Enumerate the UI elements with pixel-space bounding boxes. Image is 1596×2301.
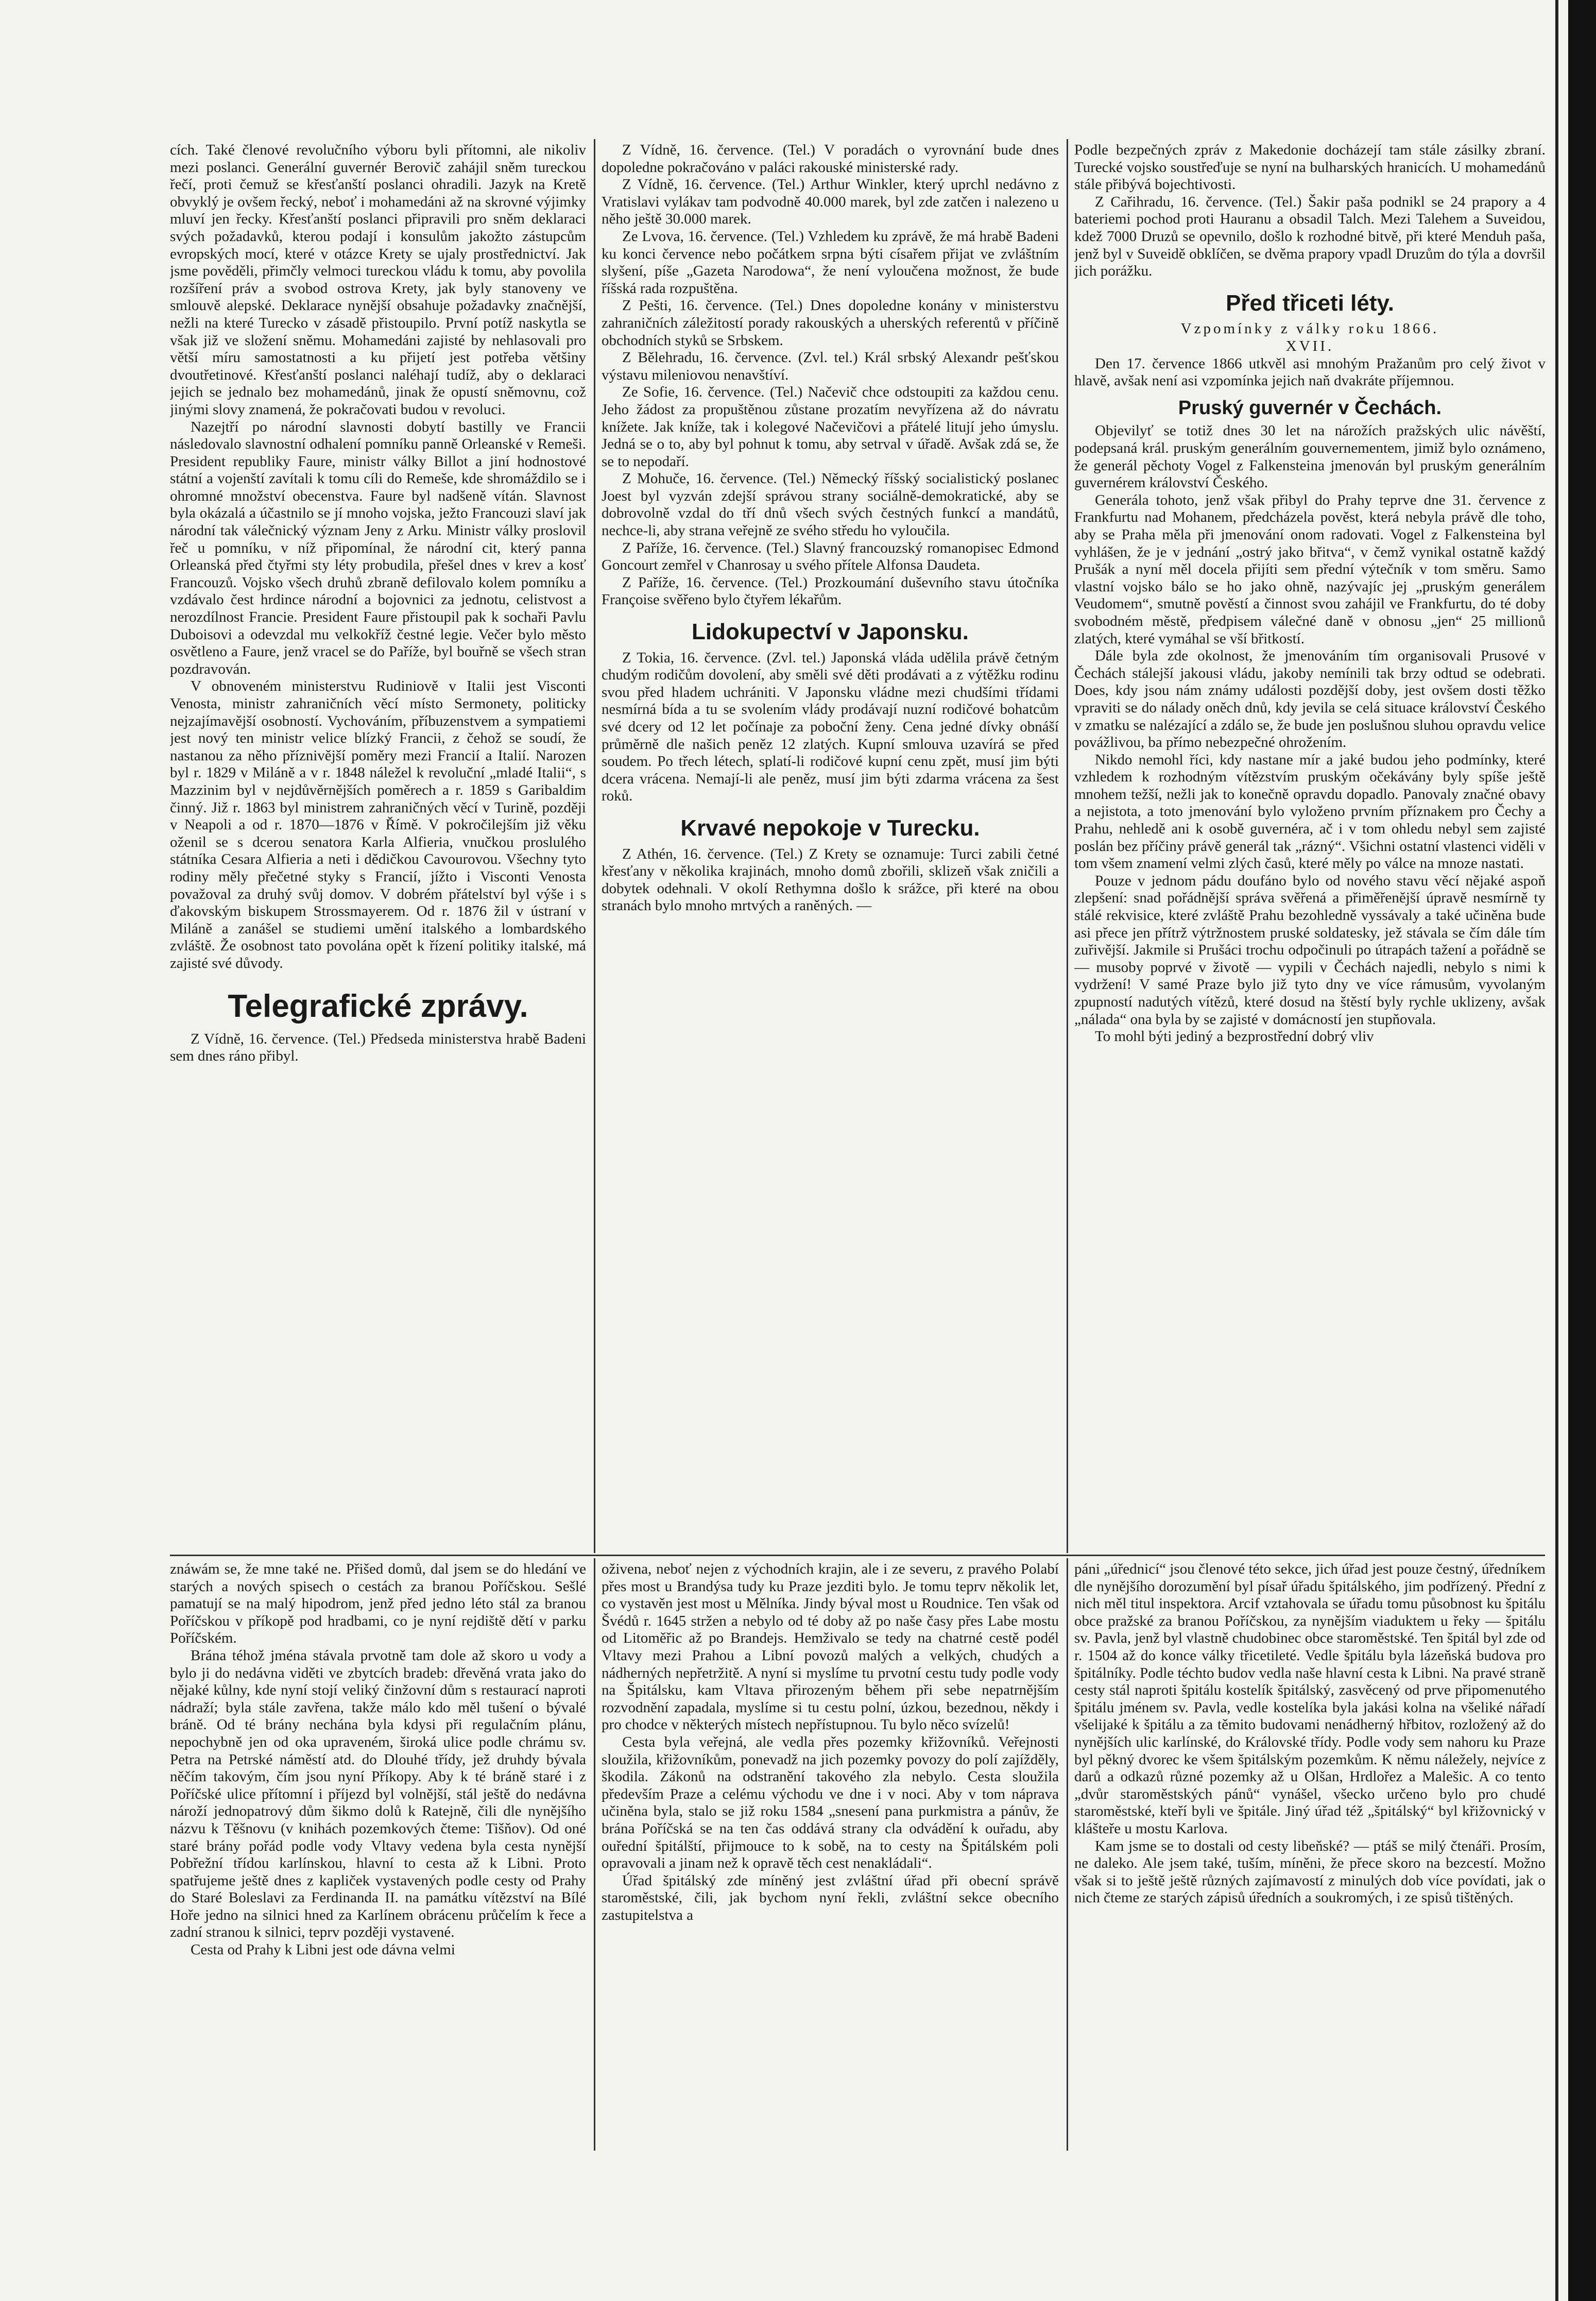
- article-paragraph: To mohl býti jediný a bezprostřední dobrý vliv: [1095, 1028, 1374, 1045]
- telegram-paragraph: Ze Sofie, 16. července. (Tel.) Načevič chce odstoupiti za každou cenu. Jeho žádost za propuštěnou zůstane prozatím nevyřízena až do návratu knížete. Jak kníže, tak i kolegové Načevičovi a přátelé litují jeho úmyslu. Jedná se o to, aby byl pohnut k tomu, aby setrval v úřadě. Avšak zdá se, že se to nepodaří.: [602, 384, 1059, 470]
- feuilleton-paragraph: Cesta od Prahy k Libni jest ode dávna velmi: [191, 1941, 455, 1958]
- lower-column-2: [602, 1561, 1059, 2148]
- section-headline-japan: Lidokupectví v Japonsku.: [692, 619, 969, 645]
- article-paragraph: Podle bezpečných zpráv z Makedonie docházejí tam stále zásilky zbraní. Turecké vojsko soustřeďuje se nyní na bulharských hranicích. U mohamedánů stále přibývá bojechtivosti.: [1074, 142, 1546, 193]
- telegram-paragraph: Z Vídně, 16. července. (Tel.) Arthur Winkler, který uprchl nedávno z Vratislavi vylákav tam podvodně 40.000 marek, byl zde zatčen i nalezeno u něho ještě 30.000 marek.: [602, 176, 1059, 228]
- section-headline-telegrams: Telegrafické zprávy.: [228, 988, 528, 1024]
- feuilleton-paragraph: Cesta byla veřejná, ale vedla přes pozemky křižovníků. Veřejnosti sloužila, křižovníkům, ponevadž na jich pozemky povozy do polí zajížděly, škodila. Zákonů na odstranění takového zla nebylo. Cesta sloužila především Praze a celému východu ve dne i v noci. Aby v tom náprava učiněna byla, stalo se již roku 1584 „snesení pana purkmistra a pánův, že brána Poříčská se na ten čas oddává strany cla odvádění k ouřadu, aby ouřední špitálští, přijmouce to k sobě, na to cesty na Špitálském poli opravovali a jinam než k opravě těch cest nenakládali“.: [602, 1733, 1059, 1872]
- telegram-paragraph: Ze Lvova, 16. července. (Tel.) Vzhledem ku zprávě, že má hrabě Badeni ku konci července nebo počátkem srpna býti císařem přijat ve zvláštním slyšení, píše „Gazeta Narodowa“, že není vyloučena možnost, že bude říšská rada rozpuštěna.: [602, 228, 1059, 297]
- section-headline-thirty-years: Před třiceti léty.: [1226, 290, 1394, 316]
- page-edge-line: [1555, 0, 1558, 2301]
- telegram-paragraph: Z Paříže, 16. července. (Tel.) Slavný francouzský romanopisec Edmond Goncourt zemřel v Chanrosay u svého přítele Alfonsa Daudeta.: [602, 539, 1059, 574]
- upper-column-3: [1074, 142, 1546, 1552]
- feuilleton-paragraph: znáwám se, že mne také ne. Přišed domů, dal jsem se do hledání ve starých a nových spisech o cestách za branou Poříčskou. Sešlé pamatují se na malý hipodrom, jenž před jedno léto stál za branou Poříčskou v příkopě pod hradbami, co je nyní rejdiště dětí v parku Poříčském.: [170, 1561, 586, 1647]
- feuilleton-paragraph: Úřad špitálský zde míněný jest zvláštní úřad při obecní správě staroměstské, čili, jak bychom nyní řekli, zvláštní sekce obecního zastupitelstva a: [602, 1872, 1059, 1923]
- telegram-paragraph: Z Vídně, 16. července. (Tel.) Předseda ministerstva hrabě Badeni sem dnes ráno přibyl.: [170, 1030, 586, 1065]
- lower-column-1: [170, 1561, 586, 2148]
- telegram-paragraph: Z Mohuče, 16. července. (Tel.) Německý říšský socialistický poslanec Joest byl vyzván zdejší správou strany sociálně-demokratické, aby se dobrovolně vzdal do tří dnů všech svých čestných funkcí a mandátů, nechce-li, aby strana veřejně ze svého středu ho vyloučila.: [602, 470, 1059, 539]
- lower-column-3: [1074, 1561, 1546, 2148]
- page-edge: [1568, 0, 1596, 2301]
- chapter-number: XVII.: [1285, 337, 1334, 354]
- column-rule: [1067, 139, 1068, 1553]
- feuilleton-paragraph: páni „úřednicí“ jsou členové této sekce, jich úřad jest pouze čestný, úředníkem dle nynějšího dorozumění byl písař úřadu špitálského, jim podřízený. Přední z nich měl titul inspektora. Arcif vztahovala se úřadu tomu působnost ku špitálu obce pražské za branou Poříčskou, za nynějším viaduktem u řeky — špitálu sv. Pavla, jenž byl vlastně chudobinec obce staroměstské. Ten špitál byl zde od r. 1504 až do konce války třicetileté. Vedle špitálu byla lázeňská budova pro špitálníky. Podle téchto budov vedla naše hlavní cesta k Libni. Na pravé straně cesty stál naproti špitálu kostelík špitálský, zasvěcený od prve připomenutého špitálu jménem sv. Pavla, vedle kostelíka byla jakási kolna na všeliké nářadí všelijaké k špitálu a za těmito budovami nenádherný hřbitov, rozložený až do nynějších ulic karlínské, do Královské třídy. Podle vody sem nahoru ku Praze byl pěkný dvorec ke všem špitálským pozemkům. K němu náležely, nejvíce z darů a odkazů různé pozemky až u Olšan, Hrdlořez a Malešic. A co tento „dvůr staroměstských pánů“ vynášel, všecko určeno bylo pro chudé staroměstské, kteří byli ve špitále. Jiný úřad též „špitálský“ byl křižovnický v klášteře u mostu Karlova.: [1074, 1561, 1546, 1837]
- article-paragraph: Den 17. července 1866 utkvěl asi mnohým Pražanům pro celý život v hlavě, avšak není asi vzpomínka jejich naň dvakráte příjemnou.: [1074, 355, 1546, 389]
- feuilleton-paragraph: oživena, neboť nejen z východních krajin, ale i ze severu, z pravého Polabí přes most u Brandýsa tudy ku Praze jezditi bylo. Je tomu teprv několik let, co vystavěn jest most u Mělníka. Jindy býval most u Roudnice. Ten však od Švédů r. 1645 stržen a nebylo od té doby až po naše časy přes Labe mostu od Litoměřic až po Brandejs. Hemživalo se tedy na chatrné cestě podél Vltavy mezi Prahou a Libní povozů malých a velkých, chudých a nádherných nepřetržitě. A nyní si myslíme tu prvotní cestu tudy podle vody na Špitálsku, kam Vltava přirozeným během při sebe nepatrnějším rozvodnění zapadala, myslíme si tu cestu polní, úzkou, bezednou, někdy i pro chodce v některých místech nepřístupnou. Tu bylo něco svízelů!: [602, 1561, 1059, 1733]
- telegram-paragraph: Z Cařihradu, 16. července. (Tel.) Šakir paša podnikl se 24 prapory a 4 bateriemi pochod proti Hauranu a obsadil Talch. Mezi Talehem a Suveidou, kdež 7000 Druzů se opevnilo, došlo k rozhodné bitvě, při které Menduh paša, jenž byl v Suveidě obklíčen, se dvěma prapory vpadl Druzům do týla a dovršil jich porážku.: [1074, 193, 1546, 280]
- column-rule: [594, 1558, 595, 2151]
- feuilleton-paragraph: Kam jsme se to dostali od cesty libeňské? — ptáš se milý čtenáři. Prosím, ne daleko. Ale jsem také, tuším, míněni, že přece skoro na bezcestí. Možno však si to ještě ještě různých zajímavostí z minulých dob více povídati, jak o nich čteme ze starých zápisů úředních a soukromých, i ze spisů tištěných.: [1074, 1837, 1546, 1906]
- telegram-paragraph: Z Vídně, 16. července. (Tel.) V poradách o vyrovnání bude dnes dopoledne pokračováno v paláci rakouské ministerské rady.: [602, 142, 1059, 176]
- column-rule: [594, 139, 595, 1553]
- article-paragraph: Z Athén, 16. července. (Tel.) Z Krety se oznamuje: Turci zabili četné křesťany v několika krajinách, mnoho domů zbořili, sklizeň však zničili a dobytek odehnali. V okolí Rethymna došlo k srážce, při které na obou stranách bylo mnoho mrtvých a raněných. —: [602, 845, 1059, 914]
- article-paragraph: Dále byla zde okolnost, že jmenováním tím organisovali Prusové v Čechách stálejší jakousi vládu, jakoby nemínili tak brzy odtud se odebrati. Does, kdy jsou nám známy události pozdější doby, jest ovšem dosti těžko vpraviti se do nálady oněch dnů, kdy jevila se celá situace království Českého v zmatku se nalézající a zdálo se, že bude jen poslušnou sluhou opravdu velice povážlivou, ba přímo nebezpečné ohrožením.: [1074, 647, 1546, 751]
- section-rule: [170, 1555, 1545, 1556]
- section-headline-turkey: Krvavé nepokoje v Turecku.: [680, 815, 980, 841]
- article-paragraph: Nazejtří po národní slavnosti dobytí bastilly ve Francii následovalo slavnostní odhalení pomníku panně Orleanské v Remeši. President republiky Faure, ministr války Billot a jiní hodnostové státní a vojenští zavítali k tomu cíli do Remeše, kde shromáždilo se i ohromné množství obecenstva. Faure byl nadšeně vítán. Slavnost byla okázalá a účastnilo se jí mnoho vojska, ježto Francouzi slaví jak národní tak válečnický význam Jeny z Arku. Ministr války proslovil řeč u pomníku, v níž připomínal, že národní cit, který panna Orleanská před čtyřmi sty léty probudila, přešel dnes v krev a kosť Francouzů. Vojsko všech druhů zbraně defilovalo kolem pomníku a vzdávalo čest hrdince národní a bojovnici za jednotu, celistvost a nerozdílnost Francie. President Faure přistoupil pak k sochaři Pavlu Duboisovi a odevzdal mu velkokříž čestné legie. Večer bylo město osvětleno a Faure, jenž vracel se do Paříže, byl bouřně se všech stran pozdravován.: [170, 418, 586, 677]
- column-rule: [1067, 1558, 1068, 2151]
- upper-column-2: [602, 142, 1059, 1552]
- article-paragraph: V obnoveném ministerstvu Rudiniově v Italii jest Visconti Venosta, ministr zahraničních věcí místo Sermonety, politicky nejzajímavější osobností. Vychováním, příbuzenstvem a sympatiemi jest nový ten ministr velice blízký Francii, z čehož se soudí, že nastanou za něho příznivější poměry mezi Francií a Italií. Narozen byl r. 1829 v Miláně a v r. 1848 náležel k revoluční „mladé Italii“, s Mazzinim byl v nejdůvěrnějších poměrech a r. 1859 s Garibaldim činný. Již r. 1863 byl ministrem zahraničných věcí v Turině, později v Neapoli a od r. 1870—1876 v Římě. V pokročilejším již věku oženil se s dcerou senatora Karla Alfieria, vnučkou proslulého státníka Cesara Alfieria a neti i dědičkou Cavourovou. Všechny tyto rodiny měly přečetné styky s Francií, jížto i Visconti Venosta považoval za druhý svůj domov. V dobrém přátelství byl výše i s ďakovským biskupem Strossmayerem. Od r. 1876 žil v ústraní v Miláně a zanášel se studiemi umění italského a lombardského zvláště. Že osobnost tato povolána opět k řízení politiky italské, má zajisté své důvody.: [170, 678, 586, 971]
- telegram-paragraph: Z Pešti, 16. července. (Tel.) Dnes dopoledne konány v ministerstvu zahraničních záležitostí porady rakouských a uherských referentů v příčině obchodních styků se Srbskem.: [602, 297, 1059, 349]
- article-paragraph: Z Tokia, 16. července. (Zvl. tel.) Japonská vláda udělila právě četným chudým rodičům dovolení, aby směli své děti prodávati a z výtěžku rodinu svou před hladem uchrániti. V Japonsku vládne mezi chudšími třídami nesmírná bída a tu se svolením vlády prodávají nuzní rodičové bohatcům své dcery od 12 let počínaje za poboční ženy. Cena jedné dívky obnáší průměrně dle našich peněz 12 zlatých. Kupní smlouva uzavírá se před soudem. Po třech létech, splatí-li rodičové kupní cenu zpět, musí jim býti dcera vrácena. Nemají-li ale peněz, musí jim býti zdarma vrácena za šest roků.: [602, 649, 1059, 805]
- article-paragraph: Generála tohoto, jenž však přibyl do Prahy teprve dne 31. července z Frankfurtu nad Mohanem, předcházela pověst, která nebyla právě dle toho, aby se Praha měla při jmenování onom radovati. Vogel z Falkensteina byl vyhlášen, že je v jednání „ostrý jako břitva“, v čemž vynikal ostatně každý Prušák a nyní měl docela přijíti sem přední výtečník v tom směru. Samo vlastní vojsko bálo se ho jako ohně, nazývajíc jej „pruským generálem Veudomem“, smutně pověstí a činnost svou zahájil ve Frankfurtu, do té doby svobodném městě, předpisem válečné daně v obnosu „jen“ 25 millionů zlatých, které vymáhal se vší břitkostí.: [1074, 491, 1546, 647]
- section-subheadline: Vzpomínky z války roku 1866.: [1180, 320, 1439, 337]
- telegram-paragraph: Z Bělehradu, 16. července. (Zvl. tel.) Král srbský Alexandr pešťskou výstavu mileniovou nenavštíví.: [602, 349, 1059, 383]
- article-paragraph: cích. Také členové revolučního výboru byli přítomni, ale nikoliv mezi poslanci. Generální guvernér Berovič zahájil sněm tureckou řečí, proti čemuž se křesťanští poslanci ohradili. Jazyk na Kretě obvyklý je ovšem řecký, neboť i mohamedáni až na skrovné výjimky mluví jen řecky. Křesťanští poslanci připravili pro sněm deklaraci svých požadavků, kterou podají i konsulům jakožto zástupcům evropských mocí, které v otázce Krety se ujaly prostřednictví. Jak jsme pověděli, přimčly velmoci tureckou vládu k tomu, aby povolila rozšíření práv a svobod ostrova Krety, jak byly stanoveny ve smlouvě alepské. Deklarace nynější obsahuje požadavky značnější, nežli na které Turecko v zásadě přistoupilo. První potíž naskytla se však již ve složení sněmu. Mohamedáni zajisté by nehlasovali pro větší míru samostatnosti a ku přijetí jest potřeba většiny dvoutřetinové. Křesťanští poslanci naléhají tudíž, aby o deklaraci jejich se jednalo bez mohamedánů, jinak že opustí sněmovnu, což jinými slovy znamená, že pokračovati budou v revoluci.: [170, 142, 586, 418]
- article-paragraph: Pouze v jednom pádu doufáno bylo od nového stavu věcí nějaké aspoň zlepšení: snad pořádnější správa svěřená a přiměřenější úpravě nesmírně ty stálé rekvisice, které zvláště Prahu bezohledně vyssávaly a také učiněna bude asi přece jen přítrž výtržnostem pruské soldatesky, jež stávala se čím dále tím zuřivější. Jakmile si Prušáci trochu odpočinuli po útrapách tažení a pořádně se — musoby poprvé v životě — vypili v Čechách najedli, nebylo s nimi k vydržení! V samé Praze bylo již tyto dny ve více rámusům, vyvolaným zpupností nadutých vítězů, které dosud na štěstí byly rychle uklizeny, avšak „nálada“ ona byla by se zajisté v domácností jen stupňovala.: [1074, 872, 1546, 1028]
- article-paragraph: Objevilyť se totiž dnes 30 let na nárožích pražských ulic návěští, podepsaná král. pruským generálním gouvernementem, jimiž bylo oznámeno, že generál pěchoty Vogel z Falkensteina jmenován byl pruským generálním guvernérem království Českého.: [1074, 422, 1546, 491]
- feuilleton-paragraph: Brána téhož jména stávala prvotně tam dole až skoro u vody a bylo ji do nedávna viděti ve zbytcích bradeb: dřevěná vrata jako do nějaké kůlny, kde nyní stojí veliký činžovní dům s restaurací naproti nádraží; byla stále zavřena, takže málo kdo měl tušení o bývalé bráně. Od té brány nechána byla kdysi při regulačním plánu, nepochybně jen od oka upraveném, široká ulice podle chrámu sv. Petra na Petrské náměstí atd. do Dlouhé třídy, jež druhdy bývala něčím takovým, čím jsou nyní Příkopy. Aby k té bráně staré i z Poříčské ulice přítomní i příjezd byl volnější, stál ještě do nedávna nároží jednopatrový dům šikmo dolů k Ratejně, čili dle nynějšího názvu k Těšnovu (v knihách pozemkových čteme: Tišňov). Od oné staré brány pořád podle vody Vltavy vedena byla cesta nynější Pobřežní třídou karlínskou, hlavní to cesta až k Libni. Proto spatřujeme ještě dnes z kapliček vystavených podle cesty od Prahy do Staré Boleslavi za Ferdinanda II. na památku vítězství na Bílé Hoře jedno na silnici hned za Karlínem obrácenu průčelím k řece a zadní stranou k silnici, teprv později vystavené.: [170, 1647, 586, 1941]
- article-paragraph: Nikdo nemohl říci, kdy nastane mír a jaké budou jeho podmínky, které vzhledem k rozhodným vítězstvím pruským očekávány byly spíše ještě mnohem težší, nežli jak to konečně opravdu dopadlo. Panovaly značné obavy a nejistota, a toto jmenování bylo vyloženo prvním příznakem pro Čechy a Prahu, nehledě ani k osobě guvernéra, ač i v tom ohledu nebyl sem zajisté poslán bez příčiny právě generál tak „rázný“. Všichni ostatní vlastenci viděli v tom všem znamení velmi zlých časů, které měly po válce na mnoze nastati.: [1074, 751, 1546, 872]
- upper-column-1: [170, 142, 586, 1552]
- telegram-paragraph: Z Paříže, 16. července. (Tel.) Prozkoumání duševního stavu útočníka Françoise svěřeno bylo čtyřem lékařům.: [602, 574, 1059, 608]
- section-headline-governor: Pruský guvernér v Čechách.: [1178, 397, 1442, 419]
